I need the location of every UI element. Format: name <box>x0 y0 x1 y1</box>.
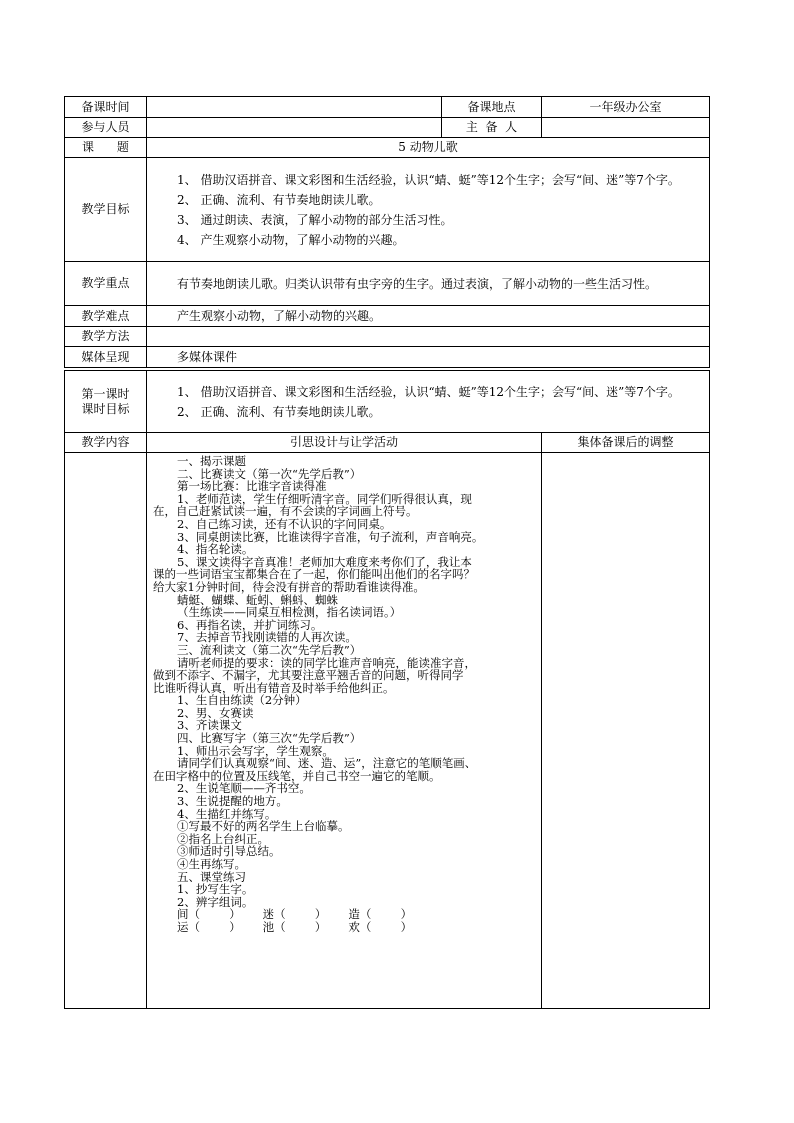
content-header-col1: 教学内容 <box>65 433 147 453</box>
topic-label: 课 题 <box>65 138 147 158</box>
lesson1-label-line1: 第一课时 <box>81 386 130 401</box>
goals-content <box>147 158 710 262</box>
activity-line: 课的一些词语宝宝都集合在了一起，你们能叫出他们的名字吗？ <box>153 567 475 582</box>
activity-line: ②指名上台纠正。 <box>177 831 269 846</box>
activity-line: 间（ ） 迷（ ） 造（ ） <box>177 907 413 922</box>
methods-label: 教学方法 <box>65 327 147 347</box>
goal-item: 2、 正确、流利、有节奏地朗读儿歌。 <box>177 192 381 207</box>
goals-label: 教学目标 <box>65 158 147 262</box>
activity-line: 做到不添字、不漏字，尤其要注意平翘舌音的问题，听得同学 <box>153 668 464 683</box>
lesson1-content <box>147 371 710 433</box>
activity-line: 运（ ） 池（ ） 欢（ ） <box>177 919 413 934</box>
difficulties-text: 产生观察小动物，了解小动物的兴趣。 <box>177 309 382 323</box>
host-value <box>542 118 710 138</box>
adjustments-cell <box>542 453 710 1009</box>
goal-item: 4、 产生观察小动物，了解小动物的兴趣。 <box>177 232 405 247</box>
lesson-plan-sheet <box>64 96 709 1009</box>
activity-line: 6、再指名读，并扩词练习。 <box>177 617 323 632</box>
key-points-label: 教学重点 <box>65 262 147 306</box>
activity-line: 在田字格中的位置及压线笔，并自己书空一遍它的笔顺。 <box>153 768 441 783</box>
content-header-col2: 引思设计与让学活动 <box>147 433 542 453</box>
activity-line: 蜻蜓、蝴蝶、蚯蚓、蝌蚪、蜘蛛 <box>177 592 338 607</box>
activity-line: 4、生描红并练写。 <box>177 806 277 821</box>
activity-line: 在，自己赶紧试读一遍，有不会读的字词画上符号。 <box>153 504 418 519</box>
media-text: 多媒体课件 <box>177 350 238 364</box>
activity-line: 1、师出示会写字，学生观察。 <box>177 743 334 758</box>
prep-place-value: 一年级办公室 <box>542 97 710 118</box>
activity-line: 2、男、女赛读 <box>177 705 254 720</box>
host-label: 主 备 人 <box>442 118 542 138</box>
content-left-cell <box>65 453 147 1009</box>
goal-item: 1、 借助汉语拼音、课文彩图和生活经验，认识“蜻、蜓”等12个生字；会写“间、迷”等7个字。 <box>177 172 680 187</box>
lesson-plan-table <box>64 96 710 1009</box>
activity-line: 1、抄写生字。 <box>177 882 254 897</box>
prep-time-label: 备课时间 <box>65 97 147 118</box>
activity-line: ①写最不好的两名学生上台临摹。 <box>177 819 350 834</box>
activity-line: 1、老师范读，学生仔细听清字音。同学们听得很认真，现 <box>177 491 472 506</box>
activity-line: 比谁听得认真，听出有错音及时举手给他纠正。 <box>153 680 395 695</box>
difficulties-content <box>147 306 710 327</box>
activity-line: 四、比赛写字（第三次“先学后教”） <box>177 731 362 746</box>
activity-line: 1、生自由练读（2分钟） <box>177 693 307 708</box>
lesson1-label-line2: 课时目标 <box>81 401 130 416</box>
activity-line: 二、比赛读文（第一次“先学后教”） <box>177 466 362 481</box>
activity-line: 2、生说笔顺——齐书空。 <box>177 781 311 796</box>
lesson1-label <box>65 371 147 433</box>
media-content <box>147 347 710 368</box>
activity-line: 7、去掉音节找刚读错的人再次读。 <box>177 630 357 645</box>
activity-line: 3、同桌朗读比赛，比谁读得字音准，句子流利，声音响亮。 <box>177 529 484 544</box>
key-points-content <box>147 262 710 306</box>
activity-line: 第一场比赛：比谁字音读得准 <box>177 479 327 494</box>
activity-line: 请听老师提的要求：读的同学比谁声音响亮，能读准字音， <box>177 655 476 670</box>
activity-line: 3、生说提醒的地方。 <box>177 794 288 809</box>
key-points-text: 有节奏地朗读儿歌。归类认识带有虫字旁的生字。通过表演，了解小动物的一些生活习性。 <box>177 276 658 291</box>
activity-line: 三、流利读文（第二次“先学后教”） <box>177 642 362 657</box>
difficulties-label: 教学难点 <box>65 306 147 327</box>
activities-cell <box>147 453 542 1009</box>
activity-line: 给大家1分钟时间，待会没有拼音的帮助看谁读得准。 <box>153 579 425 594</box>
topic-value: 5 动物儿歌 <box>147 138 710 158</box>
goal-item: 3、 通过朗读、表演，了解小动物的部分生活习性。 <box>177 212 453 227</box>
methods-content <box>147 327 710 347</box>
activity-line: 4、指名轮读。 <box>177 542 254 557</box>
prep-time-value <box>147 97 442 118</box>
content-header-col3: 集体备课后的调整 <box>542 433 710 453</box>
lesson1-goal-item: 2、 正确、流利、有节奏地朗读儿歌。 <box>177 404 381 419</box>
prep-place-label: 备课地点 <box>442 97 542 118</box>
activity-line: 请同学们认真观察“间、迷、造、运”，注意它的笔顺笔画、 <box>177 756 477 771</box>
lesson1-goal-item: 1、 借助汉语拼音、课文彩图和生活经验，认识“蜻、蜓”等12个生字；会写“间、迷”等7个字。 <box>177 384 680 399</box>
activity-line: 3、齐读课文 <box>177 718 242 733</box>
participants-value <box>147 118 442 138</box>
participants-label: 参与人员 <box>65 118 147 138</box>
activity-line: 2、自己练习读，还有不认识的字问同桌。 <box>177 516 392 531</box>
media-label: 媒体呈现 <box>65 347 147 368</box>
activity-line: ④生再练写。 <box>177 857 246 871</box>
activities-list <box>153 455 535 934</box>
activity-line: ③师适时引导总结。 <box>177 844 281 859</box>
activity-line: 五、课堂练习 <box>177 869 246 884</box>
activity-line: 一、揭示课题 <box>177 454 246 468</box>
activity-line: 2、辨字组词。 <box>177 894 254 909</box>
activity-line: 5、课文读得字音真准！老师加大难度来考你们了，我让本 <box>177 554 472 569</box>
activity-line: （生练读——同桌互相检测，指名读词语。） <box>177 605 402 620</box>
